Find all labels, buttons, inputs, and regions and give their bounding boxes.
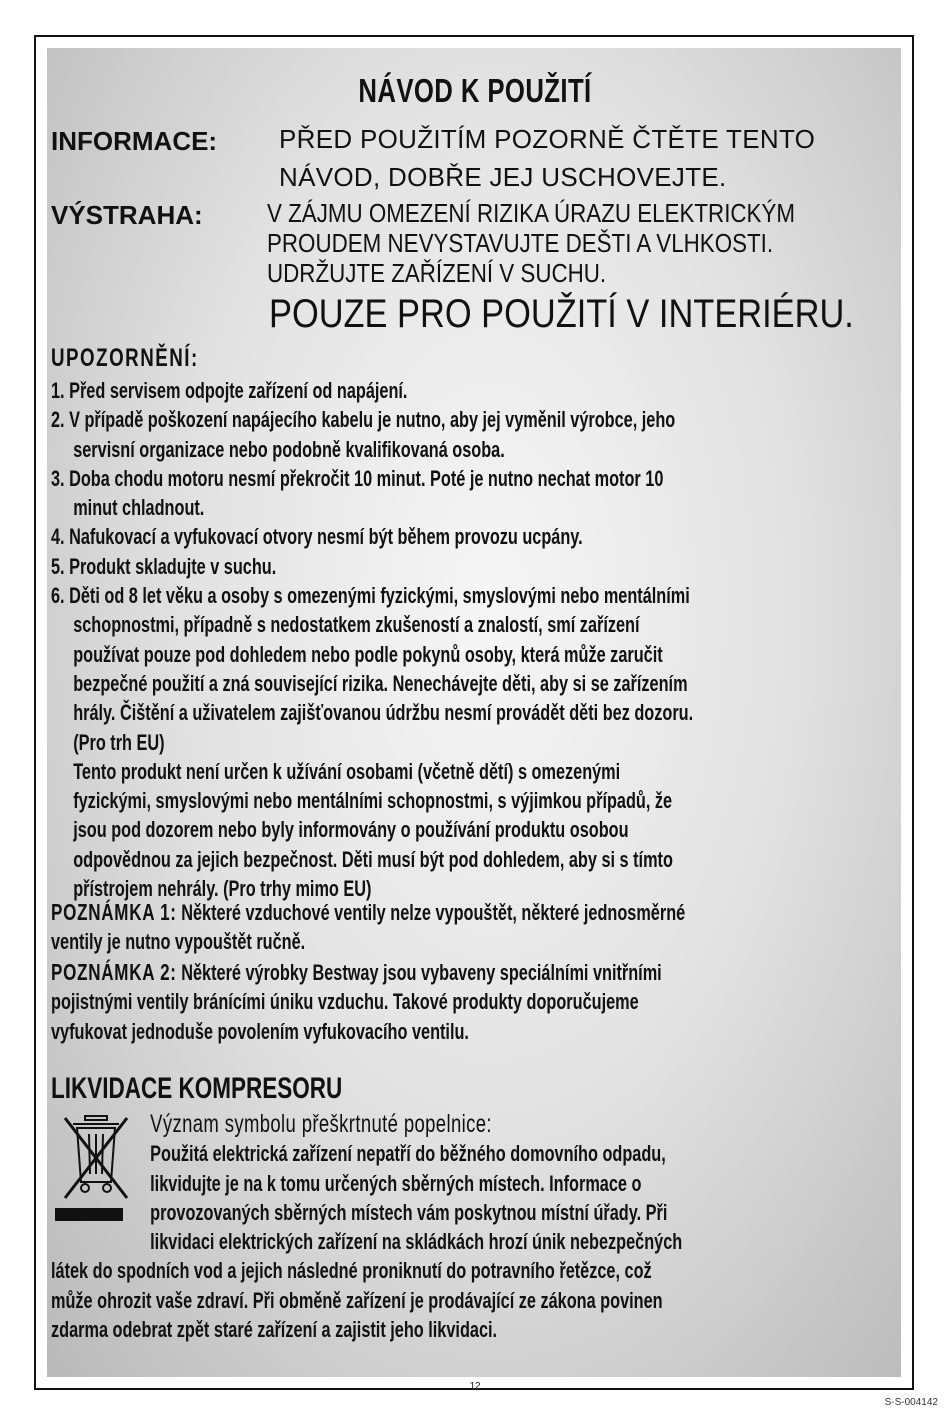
caution-item: 6. Děti od 8 let věku a osoby s omezenými fyzickými, smyslovými nebo mentálními schopnostmi, případně s nedostatkem zkušeností a znalostí, smí zařízení používat pouze pod dohledem nebo podle pokynů osoby, která může zaručit bezpečné použití a zná související rizika. Nenechávejte děti, aby si se zařízením hrály. Čištění a uživatelem zajišťovanou údržbu nesmí provádět děti bez dozoru. (Pro trh EU) Tento produkt není určen k užívání osobami (včetně dětí) s omezenými fyzickými, smyslovými nebo mentálními schopnostmi, s výjimkou případů, že jsou pod dozorem nebo byly informovány o používání produktu osobou odpovědnou za jejich bezpečnost. Děti musí být pod dohledem, aby si s tímto přístrojem nehrály. (Pro trhy mimo EU) — [51, 583, 694, 902]
note-label: POZNÁMKA 1: — [51, 899, 177, 925]
info-line: NÁVOD, DOBŘE JEJ USCHOVEJTE. — [279, 162, 727, 192]
warning-text — [267, 198, 795, 288]
caution-item: 2. V případě poškození napájecího kabelu je nutno, aby jej vyměnil výrobce, jeho servisní organizace nebo podobně kvalifikovaná osoba. — [51, 407, 676, 462]
note-2: POZNÁMKA 2: Některé výrobky Bestway jsou vybaveny speciálními vnitřními pojistnými ventily bránícími úniku vzduchu. Takové produkty doporučujeme vyfukovat jednoduše povolením vyfukovacího ventilu. — [51, 959, 662, 1044]
cautions-heading: UPOZORNĚNÍ: — [51, 344, 199, 372]
info-text — [279, 120, 815, 196]
caution-item: 1. Před servisem odpojte zařízení od napájení. — [51, 378, 408, 403]
note-1: POZNÁMKA 1: Některé vzduchové ventily nelze vypouštět, některé jednosměrné ventily je nutno vypouštět ručně. — [51, 899, 686, 955]
warning-line: V ZÁJMU OMEZENÍ RIZIKA ÚRAZU ELEKTRICKÝM — [267, 198, 796, 228]
page-number: 12 — [469, 1381, 481, 1392]
info-line: PŘED POUŽITÍM POZORNĚ ČTĚTE TENTO — [279, 124, 816, 154]
indoor-only-notice: POUZE PRO POUŽITÍ V INTERIÉRU. — [269, 292, 854, 336]
warning-line: UDRŽUJTE ZAŘÍZENÍ V SUCHU. — [267, 258, 607, 288]
content-panel — [47, 48, 901, 1377]
cautions-list — [51, 376, 902, 903]
note-label: POZNÁMKA 2: — [51, 959, 177, 985]
document-frame — [34, 35, 914, 1390]
info-label: INFORMACE: — [51, 126, 218, 156]
caution-item: 3. Doba chodu motoru nesmí překročit 10 minut. Poté je nutno nechat motor 10 minut chladnout. — [51, 465, 664, 521]
warning-label: VÝSTRAHA: — [51, 200, 203, 230]
warning-line: PROUDEM NEVYSTAVUJTE DEŠTI A VLHKOSTI. — [267, 228, 774, 258]
disposal-text: Význam symbolu přeškrtnuté popelnice: Použitá elektrická zařízení nepatří do běžného domovního odpadu, likvidujte je na k tomu určených sběrných místech. Informace o provozovaných sběrných místech vám poskytnou místní úřady. Při likvidaci elektrických zařízení na skládkách hrozí únik nebezpečných látek do spodních vod a jejich následné proniknutí do potravního řetězce, což může ohrozit vaše zdraví. Při obměně zařízení je prodávající ze zákona povinen zdarma odebrat zpět staré zařízení a zajistit jeho likvidaci. — [51, 1110, 902, 1344]
caution-item: 4. Nafukovací a vyfukovací otvory nesmí být během provozu ucpány. — [51, 524, 583, 550]
symbol-title: Význam symbolu přeškrtnuté popelnice: — [150, 1110, 492, 1138]
disposal-heading: LIKVIDACE KOMPRESORU — [51, 1072, 343, 1105]
caution-item: 5. Produkt skladujte v suchu. — [51, 553, 277, 579]
document-code: S-S-004142 — [884, 1397, 938, 1408]
page-title: NÁVOD K POUŽITÍ — [358, 72, 592, 109]
